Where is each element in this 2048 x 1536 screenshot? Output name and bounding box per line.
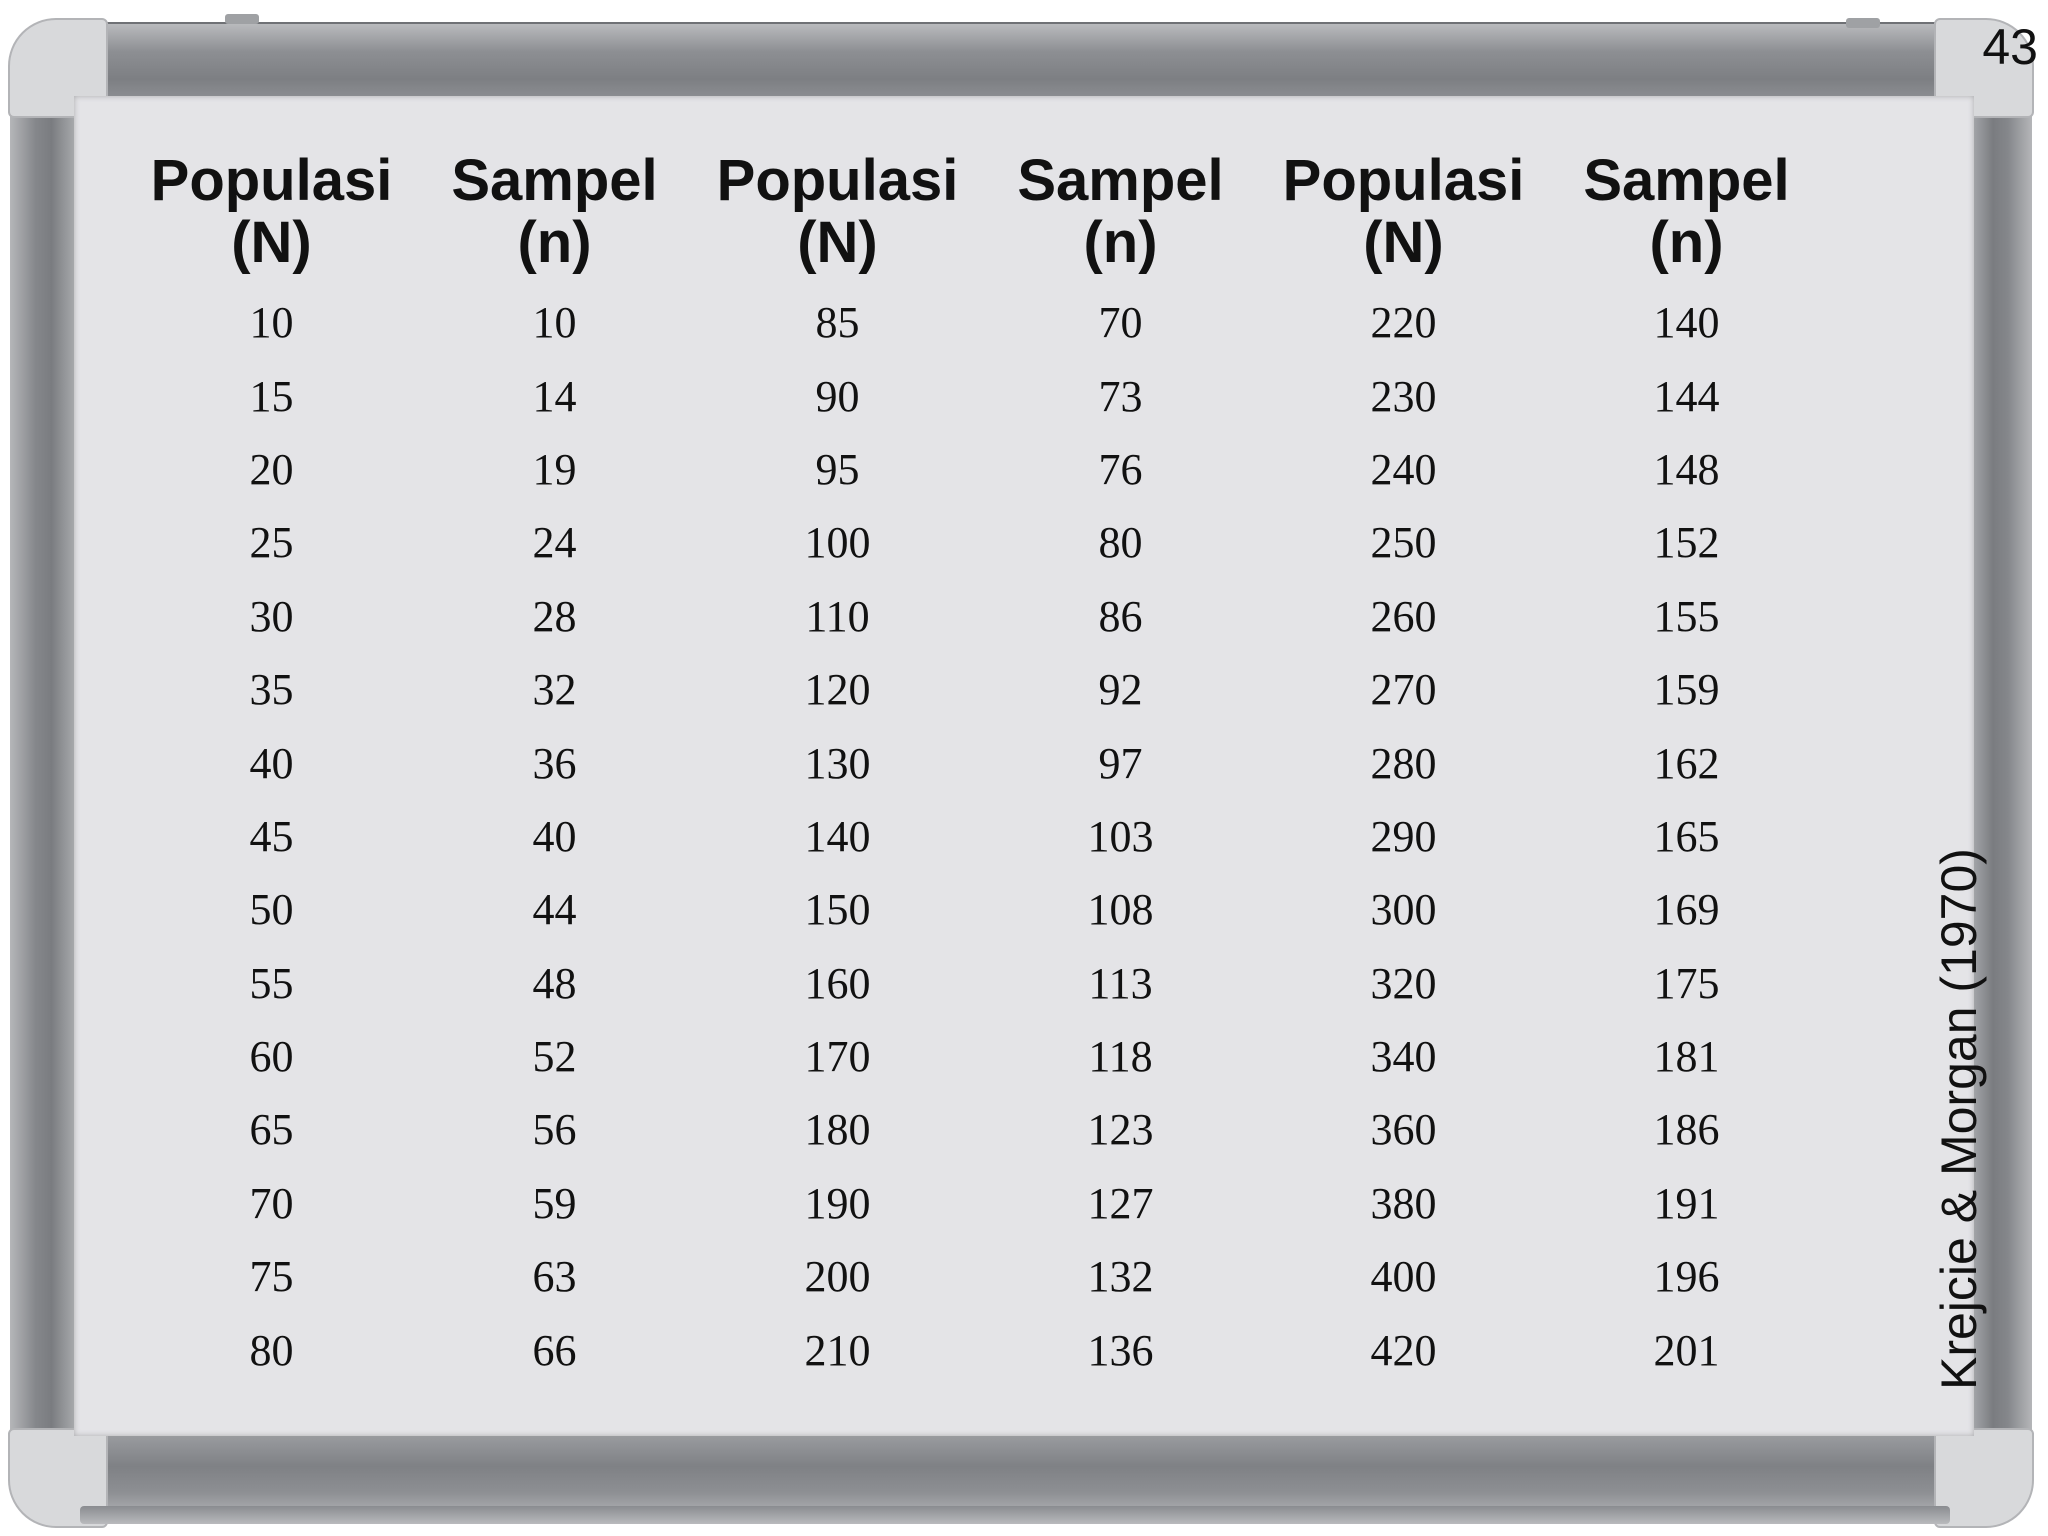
table-cell: 340 <box>1370 1032 1437 1082</box>
table-cell: 120 <box>804 665 871 715</box>
table-cell: 59 <box>532 1178 577 1228</box>
table-cell: 92 <box>1098 665 1143 715</box>
table-cell: 130 <box>804 738 871 788</box>
table-body <box>130 286 1828 1387</box>
sample-size-table <box>130 150 1828 1387</box>
table-cell: 150 <box>804 885 871 935</box>
table-cell: 25 <box>249 518 294 568</box>
table-row <box>130 653 1828 726</box>
table-cell: 20 <box>249 444 294 494</box>
table-cell: 85 <box>815 298 860 348</box>
table-cell: 15 <box>249 371 294 421</box>
table-cell: 162 <box>1653 738 1720 788</box>
column-header <box>130 150 413 286</box>
table-cell: 148 <box>1653 444 1720 494</box>
column-header-symbol: (N) <box>231 210 312 275</box>
table-cell: 140 <box>1653 298 1720 348</box>
table-cell: 95 <box>815 444 860 494</box>
table-cell: 196 <box>1653 1252 1720 1302</box>
table-header-row <box>130 150 1828 286</box>
table-row <box>130 726 1828 799</box>
column-header-symbol: (n) <box>1083 210 1158 275</box>
column-header <box>1262 150 1545 286</box>
table-cell: 250 <box>1370 518 1437 568</box>
table-cell: 52 <box>532 1032 577 1082</box>
table-cell: 190 <box>804 1178 871 1228</box>
column-header-title: Sampel <box>451 148 658 213</box>
table-cell: 144 <box>1653 371 1720 421</box>
table-cell: 200 <box>804 1252 871 1302</box>
table-cell: 73 <box>1098 371 1143 421</box>
table-cell: 19 <box>532 444 577 494</box>
table-cell: 127 <box>1087 1178 1154 1228</box>
table-cell: 75 <box>249 1252 294 1302</box>
table-row <box>130 873 1828 946</box>
table-row <box>130 1093 1828 1166</box>
table-cell: 40 <box>249 738 294 788</box>
table-cell: 320 <box>1370 958 1437 1008</box>
table-cell: 100 <box>804 518 871 568</box>
table-row <box>130 359 1828 432</box>
table-cell: 180 <box>804 1105 871 1155</box>
table-cell: 165 <box>1653 811 1720 861</box>
table-row <box>130 433 1828 506</box>
table-cell: 400 <box>1370 1252 1437 1302</box>
table-cell: 90 <box>815 371 860 421</box>
table-cell: 97 <box>1098 738 1143 788</box>
table-cell: 40 <box>532 811 577 861</box>
column-header-title: Populasi <box>716 148 959 213</box>
table-cell: 420 <box>1370 1325 1437 1375</box>
table-cell: 24 <box>532 518 577 568</box>
table-cell: 50 <box>249 885 294 935</box>
table-cell: 220 <box>1370 298 1437 348</box>
table-row <box>130 1167 1828 1240</box>
table-cell: 155 <box>1653 591 1720 641</box>
table-cell: 76 <box>1098 444 1143 494</box>
table-cell: 159 <box>1653 665 1720 715</box>
table-cell: 201 <box>1653 1325 1720 1375</box>
table-cell: 136 <box>1087 1325 1154 1375</box>
table-cell: 56 <box>532 1105 577 1155</box>
source-credit: Krejcie & Morgan (1970) <box>1931 848 1987 1390</box>
table-cell: 191 <box>1653 1178 1720 1228</box>
column-header <box>979 150 1262 286</box>
table-cell: 108 <box>1087 885 1154 935</box>
table-cell: 175 <box>1653 958 1720 1008</box>
column-header-title: Sampel <box>1017 148 1224 213</box>
table-cell: 48 <box>532 958 577 1008</box>
frame-clip-right <box>1846 18 1880 28</box>
column-header-title: Populasi <box>1282 148 1525 213</box>
table-cell: 280 <box>1370 738 1437 788</box>
table-cell: 260 <box>1370 591 1437 641</box>
table-cell: 210 <box>804 1325 871 1375</box>
column-header-symbol: (n) <box>1649 210 1724 275</box>
table-cell: 80 <box>1098 518 1143 568</box>
table-cell: 169 <box>1653 885 1720 935</box>
table-cell: 70 <box>1098 298 1143 348</box>
table-cell: 60 <box>249 1032 294 1082</box>
frame-clip-left <box>225 14 259 24</box>
table-row <box>130 580 1828 653</box>
table-cell: 240 <box>1370 444 1437 494</box>
table-cell: 132 <box>1087 1252 1154 1302</box>
table-cell: 110 <box>805 591 870 641</box>
table-cell: 63 <box>532 1252 577 1302</box>
column-header-title: Sampel <box>1583 148 1790 213</box>
table-row <box>130 286 1828 359</box>
table-cell: 55 <box>249 958 294 1008</box>
table-row <box>130 1020 1828 1093</box>
table-row <box>130 800 1828 873</box>
table-row <box>130 506 1828 579</box>
table-cell: 230 <box>1370 371 1437 421</box>
table-cell: 65 <box>249 1105 294 1155</box>
table-cell: 10 <box>532 298 577 348</box>
table-row <box>130 1313 1828 1386</box>
table-cell: 86 <box>1098 591 1143 641</box>
column-header-symbol: (N) <box>1363 210 1444 275</box>
column-header-title: Populasi <box>150 148 393 213</box>
table-cell: 270 <box>1370 665 1437 715</box>
table-cell: 66 <box>532 1325 577 1375</box>
table-cell: 181 <box>1653 1032 1720 1082</box>
table-cell: 290 <box>1370 811 1437 861</box>
column-header <box>1545 150 1828 286</box>
column-header <box>413 150 696 286</box>
table-cell: 140 <box>804 811 871 861</box>
table-row <box>130 947 1828 1020</box>
column-header-symbol: (n) <box>517 210 592 275</box>
table-cell: 10 <box>249 298 294 348</box>
table-cell: 118 <box>1088 1032 1153 1082</box>
column-header <box>696 150 979 286</box>
marker-tray <box>80 1506 1950 1524</box>
whiteboard-frame-left <box>10 60 74 1480</box>
table-cell: 80 <box>249 1325 294 1375</box>
table-cell: 160 <box>804 958 871 1008</box>
table-row <box>130 1240 1828 1313</box>
table-cell: 45 <box>249 811 294 861</box>
table-cell: 360 <box>1370 1105 1437 1155</box>
table-cell: 380 <box>1370 1178 1437 1228</box>
table-cell: 300 <box>1370 885 1437 935</box>
table-cell: 123 <box>1087 1105 1154 1155</box>
table-cell: 30 <box>249 591 294 641</box>
table-cell: 32 <box>532 665 577 715</box>
page-number: 43 <box>1982 19 2038 75</box>
table-cell: 170 <box>804 1032 871 1082</box>
table-cell: 36 <box>532 738 577 788</box>
table-cell: 186 <box>1653 1105 1720 1155</box>
table-cell: 14 <box>532 371 577 421</box>
column-header-symbol: (N) <box>797 210 878 275</box>
table-cell: 70 <box>249 1178 294 1228</box>
table-cell: 28 <box>532 591 577 641</box>
table-cell: 103 <box>1087 811 1154 861</box>
table-cell: 35 <box>249 665 294 715</box>
table-cell: 44 <box>532 885 577 935</box>
table-cell: 152 <box>1653 518 1720 568</box>
table-cell: 113 <box>1088 958 1153 1008</box>
